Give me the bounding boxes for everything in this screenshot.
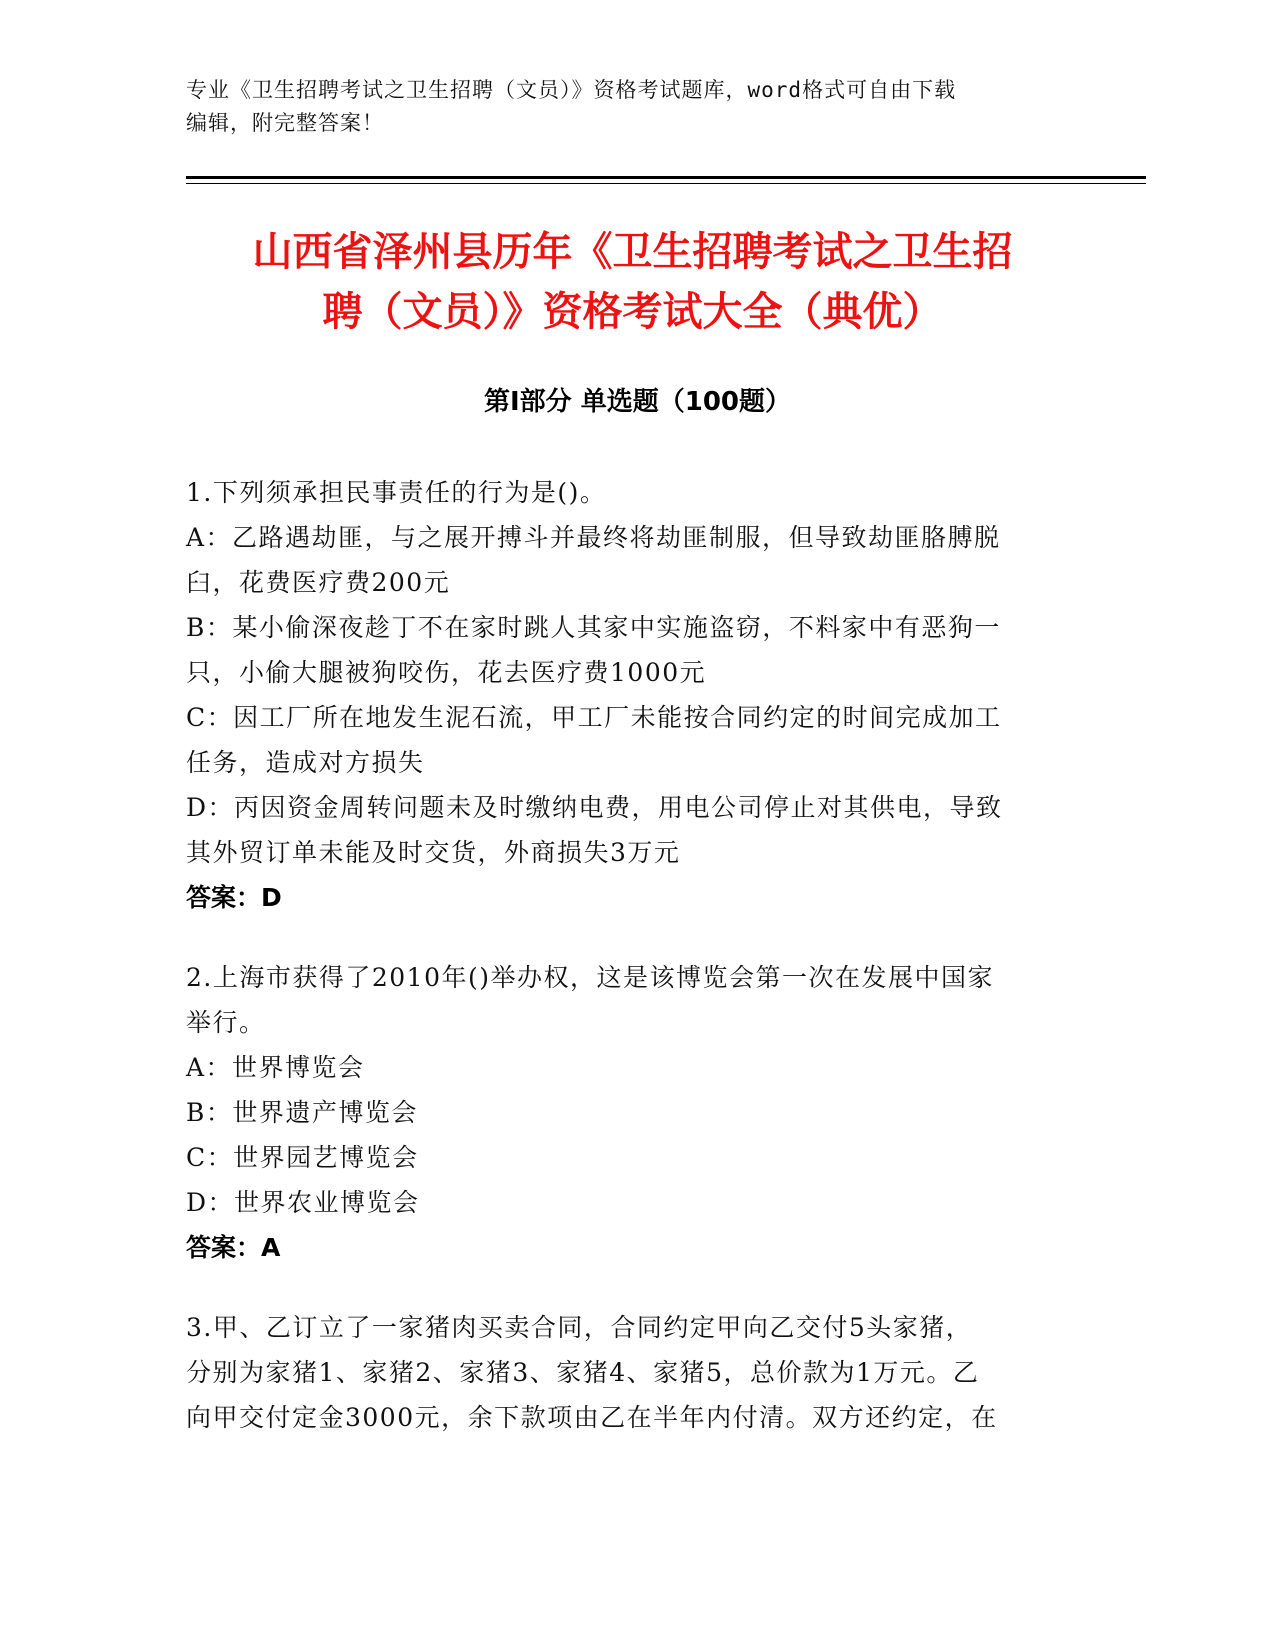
header-note bbox=[186, 74, 1066, 140]
question-3 bbox=[186, 1305, 1066, 1440]
header-divider-thin bbox=[186, 183, 1146, 184]
question-1-option-d: D：丙因资金周转问题未及时缴纳电费，用电公司停止对其供电，导致 bbox=[186, 793, 1003, 822]
question-2-option-b: B：世界遗产博览会 bbox=[186, 1098, 418, 1127]
document-title-line-1: 山西省泽州县历年《卫生招聘考试之卫生招 bbox=[252, 229, 1013, 275]
question-1-option-c-cont: 任务，造成对方损失 bbox=[186, 748, 425, 777]
question-1-answer: 答案：D bbox=[186, 883, 282, 912]
header-note-line-1: 专业《卫生招聘考试之卫生招聘（文员）》资格考试题库，word格式可自由下载 bbox=[186, 78, 957, 102]
question-3-stem-line-2: 分别为家猪1、家猪2、家猪3、家猪4、家猪5，总价款为1万元。乙 bbox=[186, 1358, 980, 1387]
question-list bbox=[186, 470, 1066, 1475]
document-title-line-2: 聘（文员）》资格考试大全（典优） bbox=[322, 289, 943, 335]
header-note-line-2: 编辑，附完整答案！ bbox=[186, 111, 384, 135]
question-2-option-c: C：世界园艺博览会 bbox=[186, 1143, 419, 1172]
question-2-option-d: D：世界农业博览会 bbox=[186, 1188, 420, 1217]
question-2 bbox=[186, 955, 1066, 1270]
question-1-stem: 1.下列须承担民事责任的行为是()。 bbox=[186, 478, 607, 507]
question-2-answer: 答案：A bbox=[186, 1233, 281, 1262]
section-heading: 第Ⅰ部分 单选题（100题） bbox=[484, 387, 791, 417]
question-3-stem-line-1: 3.甲、乙订立了一家猪肉买卖合同，合同约定甲向乙交付5头家猪， bbox=[186, 1313, 973, 1342]
question-1-option-b: B：某小偷深夜趁丁不在家时跳人其家中实施盗窃，不料家中有恶狗一 bbox=[186, 613, 1001, 642]
question-3-stem-line-3: 向甲交付定金3000元，余下款项由乙在半年内付清。双方还约定，在 bbox=[186, 1403, 998, 1432]
question-1 bbox=[186, 470, 1066, 920]
question-1-option-c: C：因工厂所在地发生泥石流，甲工厂未能按合同约定的时间完成加工 bbox=[186, 703, 1002, 732]
question-2-stem: 2.上海市获得了2010年()举办权，这是该博览会第一次在发展中国家 bbox=[186, 963, 994, 992]
question-2-option-a: A：世界博览会 bbox=[186, 1053, 365, 1082]
header-divider-thick bbox=[186, 176, 1146, 179]
question-1-option-a-cont: 臼，花费医疗费200元 bbox=[186, 568, 451, 597]
question-1-option-b-cont: 只，小偷大腿被狗咬伤，花去医疗费1000元 bbox=[186, 658, 707, 687]
question-1-option-d-cont: 其外贸订单未能及时交货，外商损失3万元 bbox=[186, 838, 681, 867]
question-1-option-a: A：乙路遇劫匪，与之展开搏斗并最终将劫匪制服，但导致劫匪胳膊脱 bbox=[186, 523, 1001, 552]
question-2-stem-cont: 举行。 bbox=[186, 1008, 266, 1037]
document-title bbox=[180, 222, 1085, 342]
